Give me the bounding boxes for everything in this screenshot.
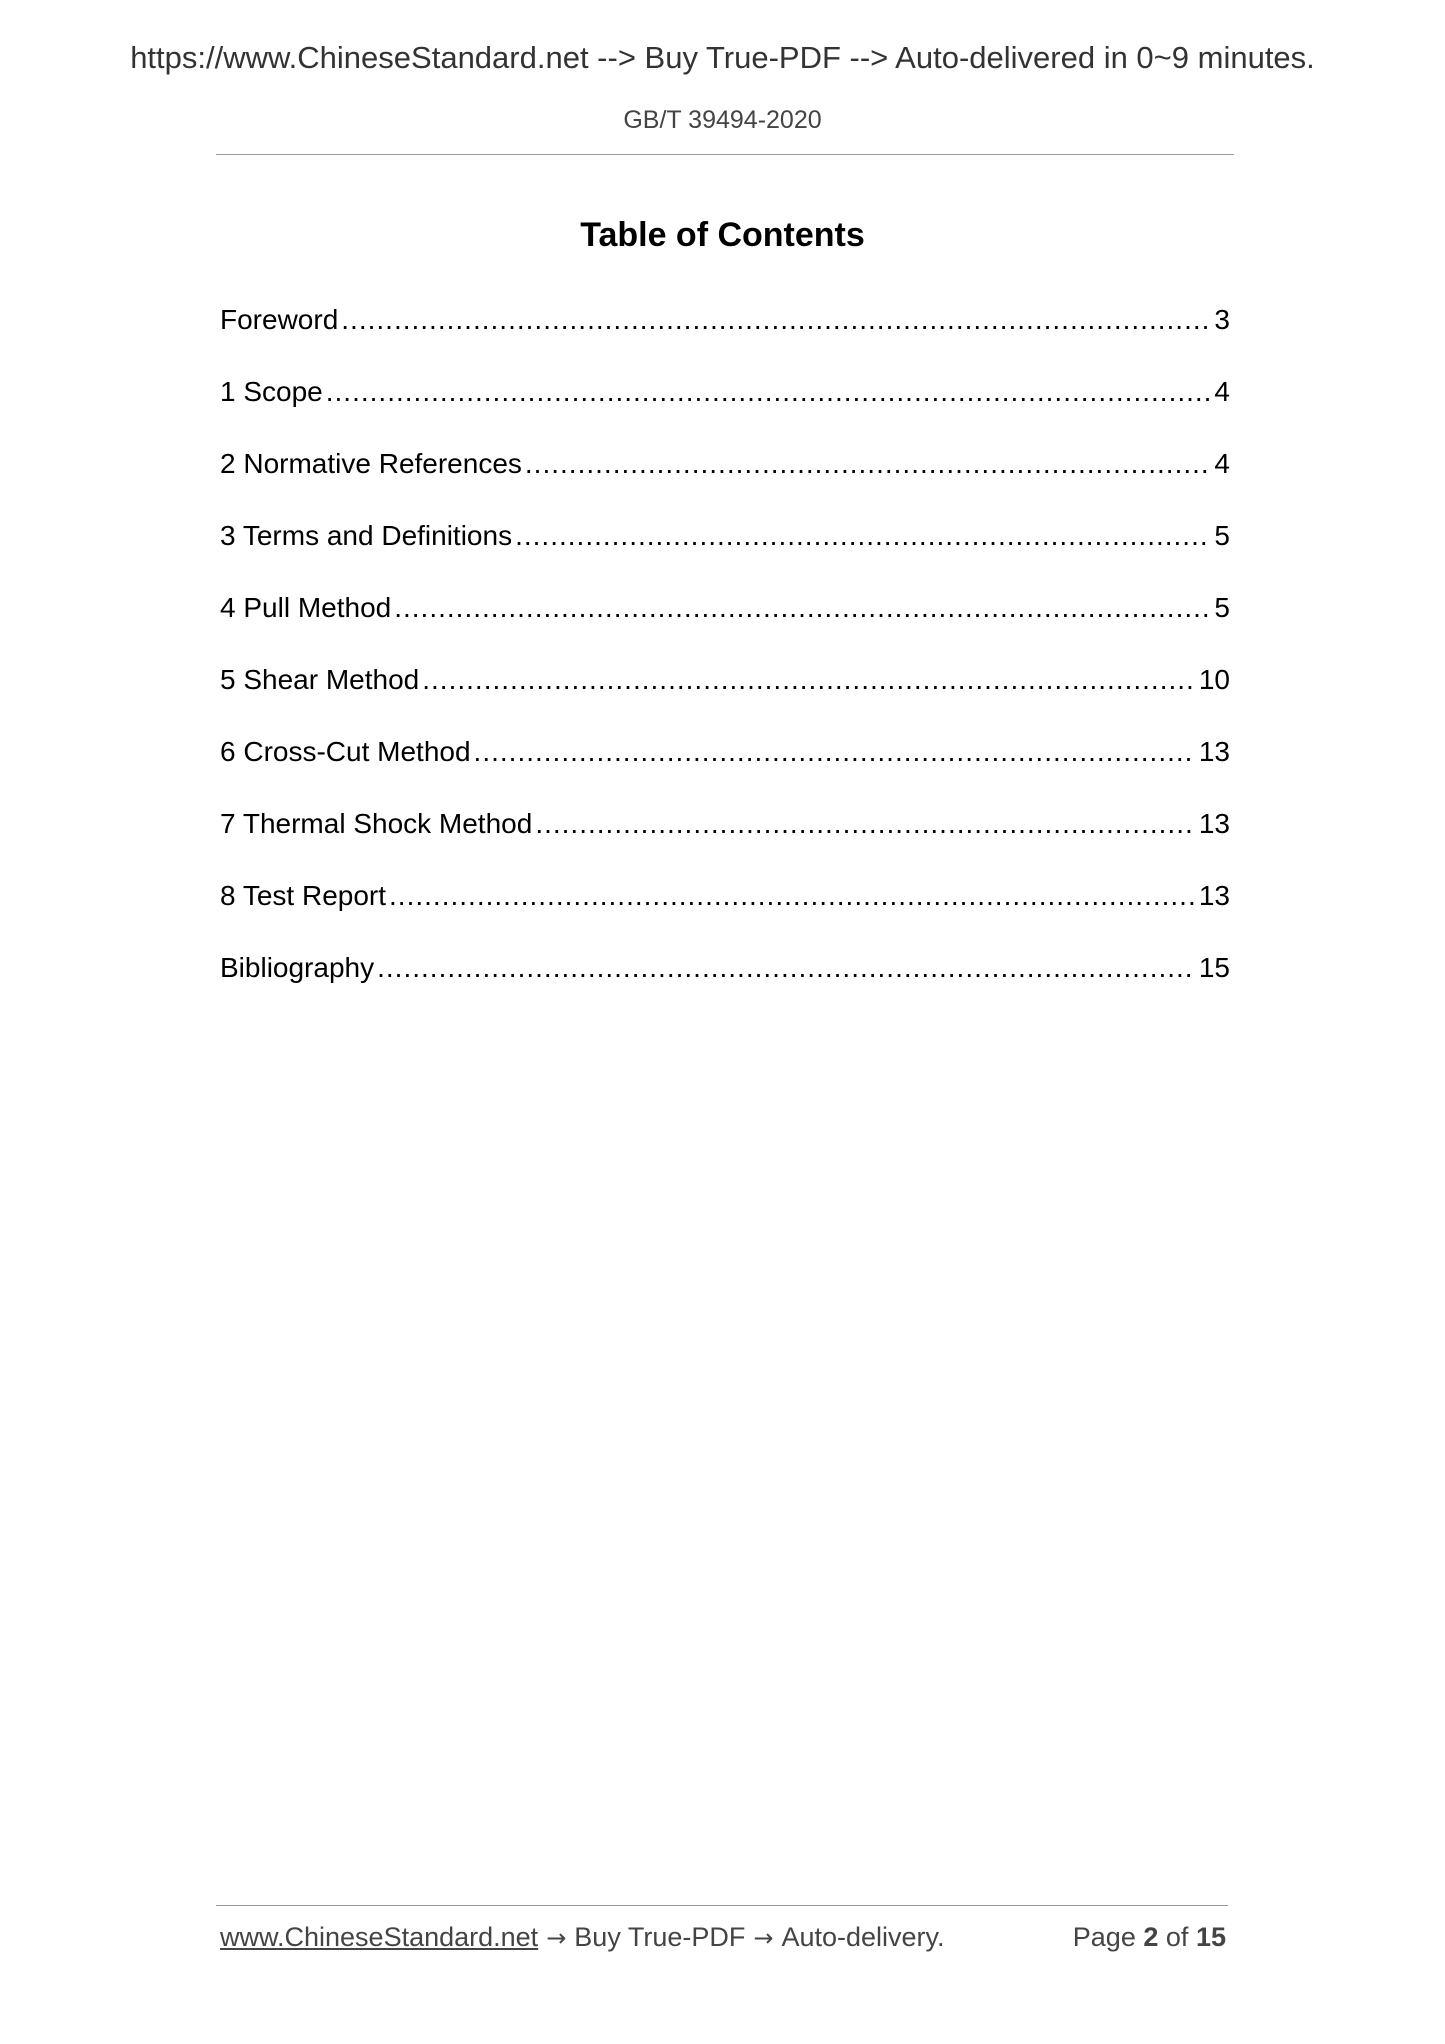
current-page-number: 2 — [1143, 1922, 1159, 1952]
dot-leader — [535, 800, 1196, 848]
total-pages-number: 15 — [1195, 1922, 1226, 1952]
table-of-contents — [220, 296, 1230, 1016]
toc-entry-page: 5 — [1214, 592, 1230, 623]
toc-entry-pull-method[interactable] — [220, 584, 1230, 656]
toc-entry-label: 7 Thermal Shock Method — [220, 808, 533, 839]
right-arrow-icon: → — [546, 1924, 567, 1952]
toc-entry-page: 10 — [1198, 664, 1230, 695]
header-divider — [216, 154, 1234, 155]
document-code: GB/T 39494-2020 — [623, 106, 822, 134]
site-link[interactable]: www.ChineseStandard.net — [220, 1922, 539, 1952]
toc-entry-page: 15 — [1198, 952, 1230, 983]
toc-entry-page: 13 — [1198, 880, 1230, 911]
dot-leader — [389, 872, 1196, 920]
toc-entry-page: 4 — [1214, 376, 1230, 407]
dot-leader — [341, 296, 1211, 344]
right-arrow-icon: → — [753, 1924, 774, 1952]
toc-entry-label: 5 Shear Method — [220, 664, 420, 695]
top-banner: https://www.ChineseStandard.net --> Buy True-PDF --> Auto-delivered in 0~9 minutes. — [130, 40, 1315, 75]
toc-entry-foreword[interactable] — [220, 296, 1230, 368]
toc-entry-label: 3 Terms and Definitions — [220, 520, 513, 551]
dot-leader — [377, 944, 1196, 992]
of-word: of — [1165, 1922, 1189, 1952]
toc-entry-label: 2 Normative References — [220, 448, 522, 479]
delivery-text: Auto-delivery. — [781, 1922, 945, 1952]
buy-text: Buy True-PDF — [574, 1922, 746, 1952]
dot-leader — [326, 368, 1212, 416]
toc-entry-test-report[interactable] — [220, 872, 1230, 944]
page-footer — [220, 1922, 1230, 1962]
page-indicator — [1073, 1922, 1226, 1953]
toc-entry-label: 4 Pull Method — [220, 592, 392, 623]
toc-entry-page: 13 — [1198, 736, 1230, 767]
toc-entry-label: 1 Scope — [220, 376, 323, 407]
toc-entry-page: 13 — [1198, 808, 1230, 839]
dot-leader — [422, 656, 1196, 704]
toc-entry-page: 3 — [1214, 304, 1230, 335]
toc-entry-page: 5 — [1214, 520, 1230, 551]
footer-divider — [216, 1905, 1228, 1906]
page-word: Page — [1072, 1922, 1136, 1952]
toc-entry-label: 6 Cross-Cut Method — [220, 736, 471, 767]
toc-entry-cross-cut-method[interactable] — [220, 728, 1230, 800]
toc-entry-thermal-shock-method[interactable] — [220, 800, 1230, 872]
toc-entry-scope[interactable] — [220, 368, 1230, 440]
dot-leader — [525, 440, 1212, 488]
footer-promo — [220, 1922, 945, 1953]
dot-leader — [474, 728, 1196, 776]
toc-entry-normative-references[interactable] — [220, 440, 1230, 512]
toc-entry-bibliography[interactable] — [220, 944, 1230, 1016]
toc-entry-label: 8 Test Report — [220, 880, 387, 911]
toc-entry-label: Foreword — [220, 304, 339, 335]
toc-title: Table of Contents — [580, 216, 865, 254]
toc-entry-label: Bibliography — [220, 952, 375, 983]
toc-entry-shear-method[interactable] — [220, 656, 1230, 728]
toc-entry-page: 4 — [1214, 448, 1230, 479]
toc-entry-terms-and-definitions[interactable] — [220, 512, 1230, 584]
dot-leader — [515, 512, 1211, 560]
dot-leader — [394, 584, 1211, 632]
